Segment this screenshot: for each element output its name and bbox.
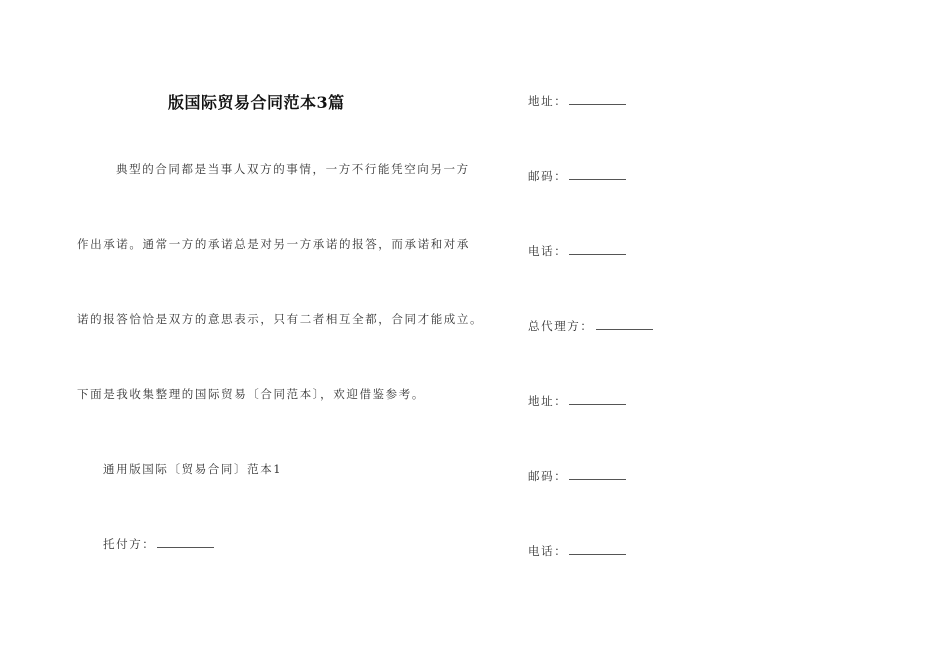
right-field-postcode-2 <box>528 468 626 484</box>
phone-blank <box>569 244 626 255</box>
right-field-address-2 <box>528 393 626 409</box>
address-blank <box>569 394 626 405</box>
address-label: 地址： <box>528 394 568 408</box>
address-blank <box>569 94 626 105</box>
right-field-agent <box>528 318 653 334</box>
right-field-phone-1 <box>528 243 626 259</box>
phone-label: 电话： <box>528 544 568 558</box>
intro-line-2: 作出承诺。通常一方的承诺总是对另一方承诺的报答，而承诺和对承 <box>77 237 470 251</box>
phone-blank <box>569 544 626 555</box>
agent-blank <box>596 319 653 330</box>
intro-line-1: 典型的合同都是当事人双方的事情，一方不行能凭空向另一方 <box>116 162 470 176</box>
consignor-field <box>103 536 214 552</box>
right-field-phone-2 <box>528 543 626 559</box>
postcode-label: 邮码： <box>528 169 568 183</box>
address-label: 地址： <box>528 94 568 108</box>
right-field-address-1 <box>528 93 626 109</box>
agent-label: 总代理方： <box>528 319 594 333</box>
postcode-label: 邮码： <box>528 469 568 483</box>
postcode-blank <box>569 169 626 180</box>
consignor-label: 托付方： <box>103 537 156 551</box>
consignor-blank <box>157 537 214 548</box>
phone-label: 电话： <box>528 244 568 258</box>
intro-line-3: 诺的报答恰恰是双方的意思表示，只有二者相互全都，合同才能成立。 <box>77 312 484 326</box>
section-heading: 通用版国际〔贸易合同〕范本1 <box>103 462 283 476</box>
document-title: 版国际贸易合同范本3篇 <box>168 93 345 112</box>
right-field-postcode-1 <box>528 168 626 184</box>
postcode-blank <box>569 469 626 480</box>
intro-line-4: 下面是我收集整理的国际贸易〔合同范本〕，欢迎借鉴参考。 <box>77 387 425 401</box>
